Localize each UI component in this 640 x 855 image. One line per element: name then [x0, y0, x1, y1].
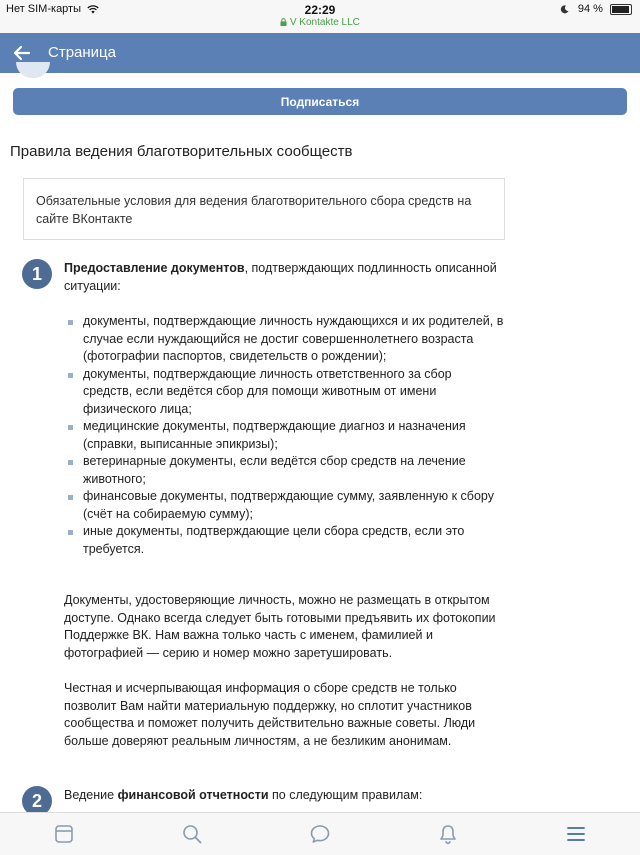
step1-title — [64, 260, 504, 295]
site-identity[interactable] — [0, 17, 640, 28]
step1-paragraph-1: Документы, удостоверяющие личность, можно не размещать в открытом доступе. Однако всегда следует быть готовыми предъявить их фотокопии Поддержке ВК. Нам важна только часть с именем, фамилией и фотографией — серию и номер можно заретушировать. — [64, 593, 496, 660]
nav-title: Страница — [48, 44, 116, 61]
lock-icon — [280, 18, 287, 26]
list-item: медицинские документы, подтверждающие диагноз и назначения (справки, выписанные эпикризы); — [64, 418, 504, 453]
documents-list — [64, 313, 504, 558]
step2-text-bold: финансовой отчетности — [117, 788, 269, 802]
step1-paragraph-2: Честная и исчерпывающая информация о сборе средств не только позволит Вам найти материальную поддержку, но сплотит участников сообщества и поможет получить действительно важные советы. Люди больше доверяют реальным личностям, а не безликим анонимам. — [64, 681, 476, 748]
list-item: ветеринарные документы, если ведётся сбор средств на лечение животного; — [64, 453, 504, 488]
intro-box: Обязательные условия для ведения благотворительного сбора средств на сайте ВКонтакте — [23, 178, 505, 240]
status-bar — [0, 0, 640, 33]
battery-fill — [612, 6, 629, 13]
step2-text-before: Ведение — [64, 788, 118, 802]
step1-title-bold: Предоставление документов — [64, 261, 245, 275]
step-number-1: 1 — [22, 259, 52, 289]
tab-search[interactable] — [181, 823, 203, 845]
search-icon — [181, 823, 203, 845]
navbar — [0, 33, 640, 73]
step2-text-after: по следующим правилам: — [268, 788, 423, 802]
tab-messages[interactable] — [309, 823, 331, 845]
status-right — [560, 3, 632, 15]
news-icon — [53, 823, 75, 845]
avatar[interactable] — [16, 62, 50, 78]
clock: 22:29 — [304, 3, 336, 17]
moon-icon — [560, 5, 569, 14]
site-name: V Kontakte LLC — [289, 17, 360, 28]
menu-icon — [565, 823, 587, 845]
step-number-2: 2 — [22, 786, 52, 816]
tab-news[interactable] — [53, 823, 75, 845]
tab-bar — [0, 812, 640, 855]
subscribe-button[interactable]: Подписаться — [13, 88, 627, 115]
tab-notifications[interactable] — [437, 823, 459, 845]
step1-title-rest: , подтверждающих подлинность описанной ситуации: — [64, 261, 497, 293]
notifications-icon — [437, 823, 459, 845]
battery-percent: 94 % — [577, 3, 603, 15]
list-item: иные документы, подтверждающие цели сбора средств, если это требуется. — [64, 523, 504, 558]
carrier-text: Нет SIM-карты — [6, 3, 82, 15]
list-item: финансовые документы, подтверждающие сумму, заявленную к сбору (счёт на собираемую сумму); — [64, 488, 504, 523]
list-item: документы, подтверждающие личность ответственного за сбор средств, если ведётся сбор для помощи животным от имени физического лица; — [64, 366, 504, 419]
step2-title — [64, 787, 504, 805]
messages-icon — [309, 823, 331, 845]
tab-menu[interactable] — [565, 823, 587, 845]
page-title: Правила ведения благотворительных сообществ — [10, 143, 353, 160]
list-item: документы, подтверждающие личность нуждающихся и их родителей, в случае если нуждающийся не достиг совершеннолетнего возраста (фотографии паспортов, свидетельств о рождении); — [64, 313, 504, 366]
battery-icon — [610, 4, 632, 15]
